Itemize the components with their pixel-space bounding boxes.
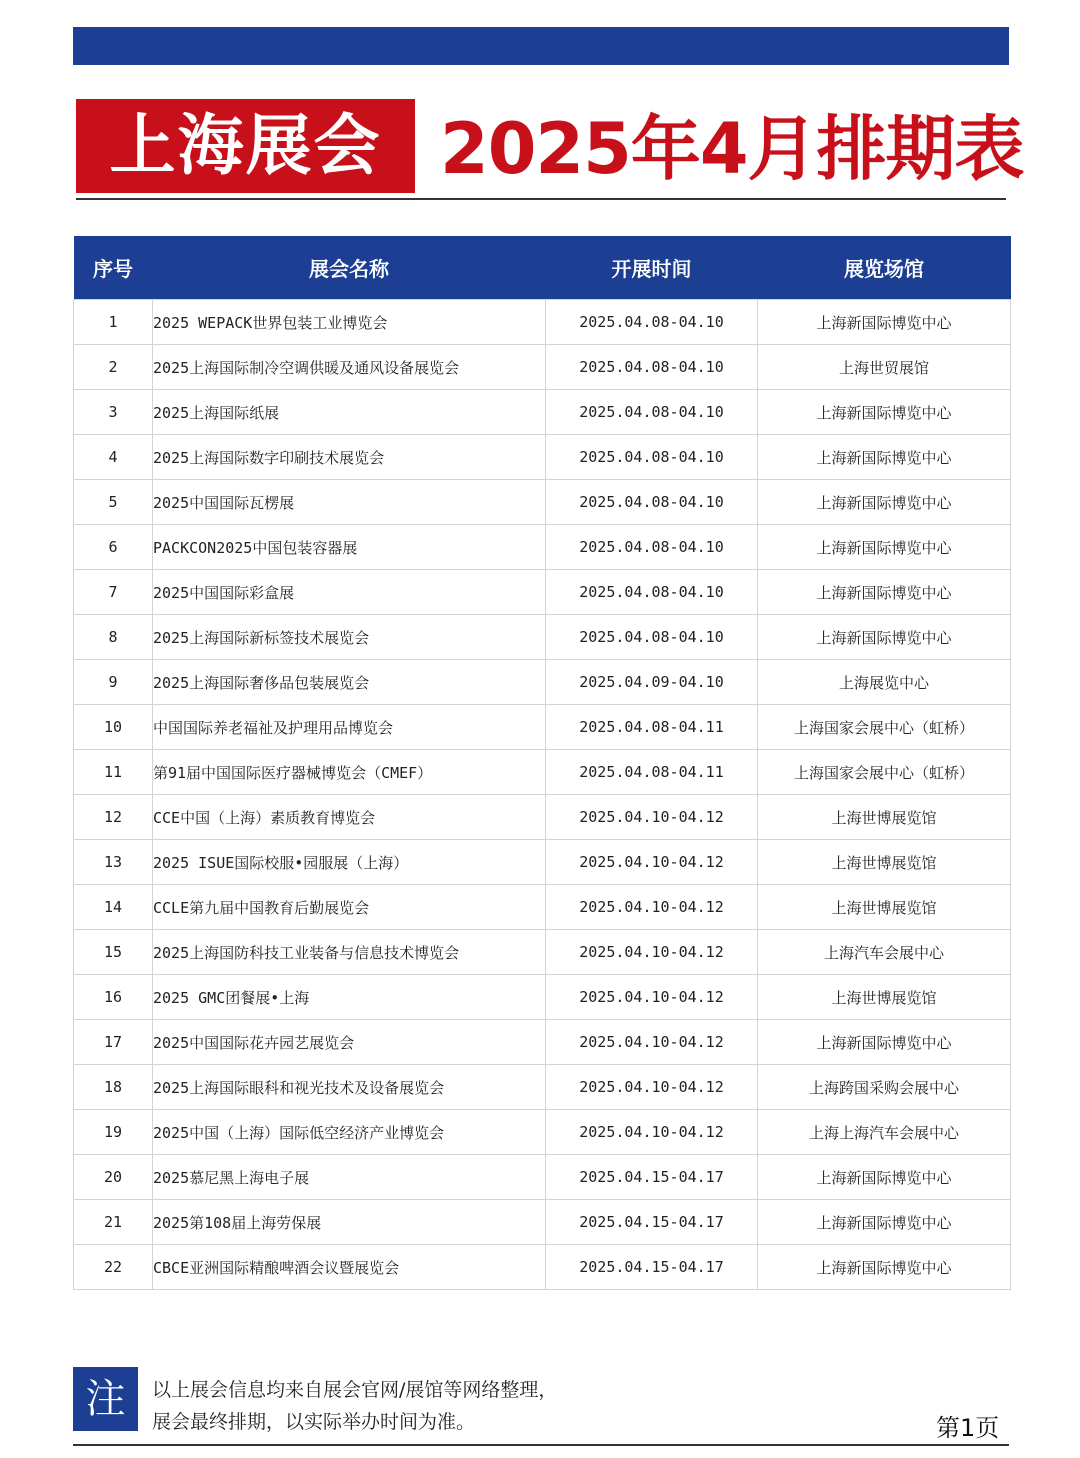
column-header-name: 展会名称	[153, 236, 546, 300]
row-number: 10	[74, 705, 153, 750]
exhibition-schedule-table	[73, 236, 1011, 1290]
note-line-2: 展会最终排期，以实际举办时间为准。	[152, 1411, 476, 1433]
exhibition-date: 2025.04.08-04.11	[546, 705, 758, 750]
exhibition-name: PACKCON2025中国包装容器展	[153, 525, 546, 570]
column-header-venue: 展览场馆	[758, 236, 1011, 300]
exhibition-venue: 上海新国际博览中心	[758, 1020, 1011, 1065]
exhibition-date: 2025.04.10-04.12	[546, 1110, 758, 1155]
exhibition-date: 2025.04.10-04.12	[546, 975, 758, 1020]
exhibition-date: 2025.04.15-04.17	[546, 1155, 758, 1200]
title-divider	[76, 198, 1006, 200]
exhibition-venue: 上海新国际博览中心	[758, 525, 1011, 570]
note-label-box	[73, 1367, 138, 1431]
title-left-box	[76, 99, 415, 193]
table-row	[74, 615, 1011, 660]
table-row	[74, 1020, 1011, 1065]
row-number: 9	[74, 660, 153, 705]
exhibition-venue: 上海世博展览馆	[758, 975, 1011, 1020]
exhibition-date: 2025.04.10-04.12	[546, 1020, 758, 1065]
row-number: 18	[74, 1065, 153, 1110]
exhibition-name: 2025中国国际彩盒展	[153, 570, 546, 615]
table-body	[74, 300, 1011, 1290]
row-number: 2	[74, 345, 153, 390]
row-number: 6	[74, 525, 153, 570]
page-number: 第1页	[936, 1414, 1000, 1442]
column-header-date: 开展时间	[546, 236, 758, 300]
exhibition-venue: 上海世贸展馆	[758, 345, 1011, 390]
table-row	[74, 435, 1011, 480]
row-number: 14	[74, 885, 153, 930]
exhibition-name: 2025 GMC团餐展•上海	[153, 975, 546, 1020]
exhibition-name: CBCE亚洲国际精酿啤酒会议暨展览会	[153, 1245, 546, 1290]
exhibition-venue: 上海国家会展中心（虹桥）	[758, 705, 1011, 750]
exhibition-name: 2025上海国际制冷空调供暖及通风设备展览会	[153, 345, 546, 390]
table-row	[74, 1065, 1011, 1110]
row-number: 20	[74, 1155, 153, 1200]
table-row	[74, 660, 1011, 705]
exhibition-date: 2025.04.10-04.12	[546, 885, 758, 930]
exhibition-date: 2025.04.08-04.10	[546, 480, 758, 525]
table-row	[74, 570, 1011, 615]
exhibition-venue: 上海新国际博览中心	[758, 615, 1011, 660]
table-row	[74, 795, 1011, 840]
exhibition-venue: 上海新国际博览中心	[758, 1155, 1011, 1200]
exhibition-name: 2025中国国际瓦楞展	[153, 480, 546, 525]
column-header-number: 序号	[74, 236, 153, 300]
exhibition-date: 2025.04.10-04.12	[546, 930, 758, 975]
exhibition-venue: 上海世博展览馆	[758, 795, 1011, 840]
exhibition-name: 2025 WEPACK世界包装工业博览会	[153, 300, 546, 345]
table-row	[74, 975, 1011, 1020]
exhibition-venue: 上海汽车会展中心	[758, 930, 1011, 975]
row-number: 19	[74, 1110, 153, 1155]
row-number: 15	[74, 930, 153, 975]
row-number: 17	[74, 1020, 153, 1065]
top-banner-bar	[73, 27, 1009, 65]
exhibition-venue: 上海上海汽车会展中心	[758, 1110, 1011, 1155]
table-row	[74, 480, 1011, 525]
exhibition-name: 2025上海国防科技工业装备与信息技术博览会	[153, 930, 546, 975]
row-number: 16	[74, 975, 153, 1020]
row-number: 13	[74, 840, 153, 885]
row-number: 3	[74, 390, 153, 435]
row-number: 4	[74, 435, 153, 480]
exhibition-name: 2025上海国际新标签技术展览会	[153, 615, 546, 660]
exhibition-venue: 上海展览中心	[758, 660, 1011, 705]
bottom-divider	[73, 1444, 1009, 1446]
exhibition-date: 2025.04.10-04.12	[546, 840, 758, 885]
exhibition-name: 2025 ISUE国际校服•园服展（上海）	[153, 840, 546, 885]
exhibition-venue: 上海世博展览馆	[758, 885, 1011, 930]
exhibition-venue: 上海新国际博览中心	[758, 480, 1011, 525]
table-row	[74, 885, 1011, 930]
row-number: 1	[74, 300, 153, 345]
note-label: 注	[85, 1376, 126, 1422]
exhibition-name: 2025中国（上海）国际低空经济产业博览会	[153, 1110, 546, 1155]
exhibition-venue: 上海跨国采购会展中心	[758, 1065, 1011, 1110]
table-row	[74, 1200, 1011, 1245]
row-number: 11	[74, 750, 153, 795]
exhibition-name: 2025上海国际奢侈品包装展览会	[153, 660, 546, 705]
exhibition-venue: 上海新国际博览中心	[758, 1200, 1011, 1245]
exhibition-venue: 上海新国际博览中心	[758, 300, 1011, 345]
exhibition-venue: 上海新国际博览中心	[758, 390, 1011, 435]
note-line-1: 以上展会信息均来自展会官网/展馆等网络整理，	[152, 1379, 558, 1401]
table-row	[74, 1245, 1011, 1290]
exhibition-name: 2025慕尼黑上海电子展	[153, 1155, 546, 1200]
table-row	[74, 840, 1011, 885]
exhibition-name: 第91届中国国际医疗器械博览会（CMEF）	[153, 750, 546, 795]
table-row	[74, 300, 1011, 345]
exhibition-date: 2025.04.09-04.10	[546, 660, 758, 705]
exhibition-date: 2025.04.08-04.10	[546, 525, 758, 570]
note-text	[152, 1374, 557, 1438]
exhibition-date: 2025.04.08-04.10	[546, 345, 758, 390]
exhibition-name: 2025上海国际眼科和视光技术及设备展览会	[153, 1065, 546, 1110]
table-row	[74, 1110, 1011, 1155]
title-right: 2025年4月排期表	[440, 108, 1024, 190]
exhibition-date: 2025.04.08-04.10	[546, 615, 758, 660]
row-number: 12	[74, 795, 153, 840]
title-left: 上海展会	[109, 107, 382, 184]
exhibition-date: 2025.04.15-04.17	[546, 1245, 758, 1290]
exhibition-name: CCE中国（上海）素质教育博览会	[153, 795, 546, 840]
exhibition-date: 2025.04.08-04.10	[546, 390, 758, 435]
exhibition-date: 2025.04.15-04.17	[546, 1200, 758, 1245]
exhibition-venue: 上海新国际博览中心	[758, 1245, 1011, 1290]
exhibition-date: 2025.04.08-04.10	[546, 435, 758, 480]
row-number: 22	[74, 1245, 153, 1290]
table-row	[74, 705, 1011, 750]
exhibition-date: 2025.04.10-04.12	[546, 1065, 758, 1110]
exhibition-name: 2025上海国际数字印刷技术展览会	[153, 435, 546, 480]
exhibition-date: 2025.04.08-04.10	[546, 570, 758, 615]
exhibition-name: 中国国际养老福祉及护理用品博览会	[153, 705, 546, 750]
table-row	[74, 1155, 1011, 1200]
row-number: 7	[74, 570, 153, 615]
row-number: 5	[74, 480, 153, 525]
exhibition-name: 2025中国国际花卉园艺展览会	[153, 1020, 546, 1065]
exhibition-name: 2025上海国际纸展	[153, 390, 546, 435]
table-header-row	[74, 236, 1011, 300]
table-row	[74, 930, 1011, 975]
exhibition-venue: 上海新国际博览中心	[758, 435, 1011, 480]
table-row	[74, 525, 1011, 570]
table-row	[74, 750, 1011, 795]
row-number: 8	[74, 615, 153, 660]
exhibition-venue: 上海世博展览馆	[758, 840, 1011, 885]
exhibition-date: 2025.04.08-04.11	[546, 750, 758, 795]
table-row	[74, 345, 1011, 390]
exhibition-date: 2025.04.10-04.12	[546, 795, 758, 840]
exhibition-name: CCLE第九届中国教育后勤展览会	[153, 885, 546, 930]
exhibition-name: 2025第108届上海劳保展	[153, 1200, 546, 1245]
exhibition-venue: 上海新国际博览中心	[758, 570, 1011, 615]
exhibition-date: 2025.04.08-04.10	[546, 300, 758, 345]
exhibition-venue: 上海国家会展中心（虹桥）	[758, 750, 1011, 795]
table-row	[74, 390, 1011, 435]
row-number: 21	[74, 1200, 153, 1245]
